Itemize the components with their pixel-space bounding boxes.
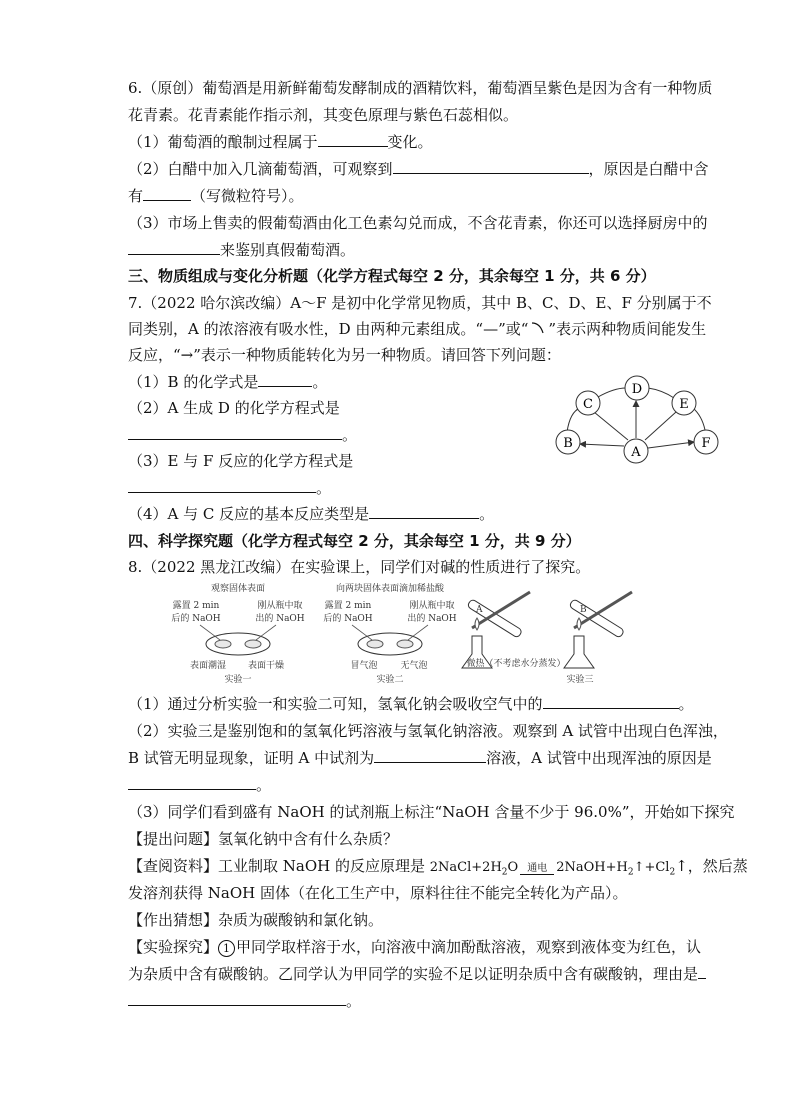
svg-text:实验三: 实验三	[566, 675, 594, 685]
guess-tag: 【作出猜想】	[128, 911, 219, 929]
q7-line3: 反应，“→”表示一种物质能转化为另一种物质。请回答下列问题：	[128, 346, 561, 364]
answer-blank[interactable]	[698, 964, 706, 979]
svg-text:后的 NaOH: 后的 NaOH	[171, 614, 221, 624]
svg-text:观察固体表面: 观察固体表面	[210, 584, 266, 594]
explore-text: 甲同学取样溶于水，向溶液中滴加酚酞溶液，观察到液体变为红色，认	[236, 938, 702, 956]
q8-part2-text: B 试管无明显现象，证明 A 中试剂为	[128, 749, 375, 767]
answer-blank[interactable]	[374, 748, 486, 763]
svg-text:B: B	[580, 605, 587, 615]
q8-guess	[128, 910, 383, 930]
svg-text:B: B	[563, 436, 573, 451]
svg-text:F: F	[701, 436, 711, 451]
svg-text:C: C	[583, 397, 593, 412]
svg-text:E: E	[679, 397, 689, 412]
guess-text: 杂质为碳酸钠和氯化钠。	[218, 911, 384, 929]
q8-ask	[128, 829, 398, 849]
link-d-e	[648, 388, 674, 398]
answer-blank[interactable]	[128, 240, 220, 255]
naoh-solid	[215, 640, 231, 648]
q7-part4-tail: 。	[479, 505, 495, 523]
q8-line1: 8.（2022 黑龙江改编）在实验课上，同学们对碱的性质进行了探究。	[128, 558, 591, 576]
q6-part2	[128, 159, 709, 179]
q7-part2-end: 。	[342, 426, 358, 444]
svg-text:实验二: 实验二	[376, 675, 404, 685]
answer-blank[interactable]	[258, 372, 312, 387]
answer-blank[interactable]	[128, 478, 316, 493]
q6-part3: （3）市场上售卖的假葡萄酒由化工色素勾兑而成，不含花青素，你还可以选择厨房中的	[128, 214, 708, 232]
svg-text:露置 2 min: 露置 2 min	[172, 601, 220, 611]
answer-blank[interactable]	[128, 425, 342, 440]
q7-part1-tail: 。	[312, 373, 328, 391]
circled-number-icon: 1	[218, 940, 235, 957]
q6-part2-text: （2）白醋中加入几滴葡萄酒，可观察到	[128, 160, 393, 178]
explore-text2: 为杂质中含有碳酸钠。乙同学认为甲同学的实验不足以证明杂质中含有碳酸钠，理由是	[128, 965, 699, 983]
q7-part3: （3）E 与 F 反应的化学方程式是	[128, 452, 354, 470]
test-tube-a	[467, 592, 530, 638]
answer-blank[interactable]	[318, 132, 388, 147]
q7-line2	[128, 319, 706, 339]
svg-text:实验一: 实验一	[224, 675, 252, 685]
answer-blank[interactable]	[128, 775, 256, 790]
svg-text:A: A	[476, 605, 483, 615]
svg-text:A: A	[631, 445, 641, 460]
explore-end: 。	[346, 992, 362, 1010]
q8-part2-cont	[128, 748, 712, 768]
link-a-b	[580, 444, 624, 446]
q6-part1-tail: 变化。	[387, 133, 433, 151]
link-b-c	[567, 408, 580, 432]
q8-part2: （2）实验三是鉴别饱和的氢氧化钙溶液与氢氧化钠溶液。观察到 A 试管中出现白色浑浊，	[128, 722, 728, 740]
section-4-heading: 四、科学探究题（化学方程式每空 2 分，其余每空 1 分，共 9 分）	[128, 532, 581, 550]
arc-symbol-icon	[528, 320, 548, 336]
q6-part2-cont	[128, 186, 304, 206]
test-tube-b	[569, 592, 632, 638]
q7-part1-text: （1）B 的化学式是	[128, 373, 259, 391]
svg-text:刚从瓶中取: 刚从瓶中取	[409, 601, 455, 611]
q7-part4-text: （4）A 与 C 反应的基本反应类型是	[128, 505, 370, 523]
node-b	[556, 430, 580, 454]
q6-part1-text: （1）葡萄酒的酿制过程属于	[128, 133, 318, 151]
svg-text:表面干燥: 表面干燥	[247, 661, 285, 671]
node-a	[624, 439, 648, 463]
q7-part2-answer	[128, 425, 357, 445]
q6-line1: 6.（原创）葡萄酒是用新鲜葡萄发酵制成的酒精饮料，葡萄酒呈紫色是因为含有一种物质	[128, 79, 713, 97]
naoh-solid	[245, 640, 261, 648]
flame-icon	[577, 618, 581, 630]
answer-blank[interactable]	[369, 504, 479, 519]
q7-part4	[128, 504, 494, 524]
alcohol-lamp-b	[564, 636, 594, 668]
naoh-solid	[397, 640, 413, 648]
answer-blank[interactable]	[393, 159, 589, 174]
q7-line1: 7.（2022 哈尔滨改编）A～F 是初中化学常见物质，其中 B、C、D、E、F 分别属于不	[128, 294, 712, 312]
q8-experiment-figures	[160, 580, 650, 688]
answer-blank[interactable]	[128, 991, 346, 1006]
q8-part1-tail: 。	[678, 695, 694, 713]
flame-icon	[475, 618, 479, 630]
experiment-2	[323, 582, 456, 685]
q8-part2-tail: 溶液，A 试管中出现浑浊的原因是	[486, 749, 712, 767]
answer-blank[interactable]	[543, 694, 679, 709]
q7-part2: （2）A 生成 D 的化学方程式是	[128, 399, 340, 417]
naoh-solid	[367, 640, 383, 648]
ref-tag: 【查阅资料】	[128, 857, 219, 875]
svg-text:后的 NaOH: 后的 NaOH	[323, 614, 373, 624]
q8-part1	[128, 694, 694, 714]
q8-part1-text: （1）通过分析实验一和实验二可知，氢氧化钠会吸收空气中的	[128, 695, 543, 713]
section-3-heading: 三、物质组成与变化分析题（化学方程式每空 2 分，其余每空 1 分，共 6 分）	[128, 267, 656, 285]
experiment-3	[462, 592, 632, 685]
svg-text:出的 NaOH: 出的 NaOH	[407, 614, 457, 624]
svg-text:D: D	[631, 382, 643, 397]
q6-part3-tail: 来鉴别真假葡萄酒。	[220, 241, 356, 259]
answer-blank[interactable]	[143, 186, 191, 201]
link-a-c	[594, 412, 628, 440]
q8-part3: （3）同学们看到盛有 NaOH 的试剂瓶上标注“NaOH 含量不少于 96.0%”，开始如下探究	[128, 803, 735, 821]
link-a-f	[648, 442, 694, 448]
q6-line2: 花青素。花青素能作指示剂，其变色原理与紫色石蕊相似。	[128, 106, 519, 124]
q7-part3-end: 。	[316, 479, 332, 497]
experiment-1	[171, 582, 304, 685]
q7-relation-diagram	[550, 372, 730, 472]
svg-text:刚从瓶中取: 刚从瓶中取	[257, 601, 303, 611]
q7-part1	[128, 372, 327, 392]
svg-text:出的 NaOH: 出的 NaOH	[255, 614, 305, 624]
q6-part1	[128, 132, 433, 152]
svg-text:表面潮湿: 表面潮湿	[189, 661, 227, 671]
q8-explore-cont	[128, 964, 706, 984]
q6-part2-tail2: （写微粒符号）。	[191, 187, 304, 205]
equation: $2NaCl+2H_2O$ 通电 $2NaOH+H_2↑+Cl_2$	[429, 860, 676, 878]
explore-tag: 【实验探究】	[128, 938, 219, 956]
q7-part3-answer	[128, 478, 331, 498]
q8-part2-answer	[128, 775, 271, 795]
ref-text-tail: ↑，然后蒸	[675, 857, 748, 875]
node-d	[625, 376, 649, 400]
ref-text: 工业制取 NaOH 的反应原理是	[218, 857, 430, 875]
q7-line2-tail: ”表示两种物质间能发生	[548, 320, 707, 338]
link-e-f	[693, 408, 705, 430]
node-f	[694, 430, 718, 454]
ask-text: 氢氧化钠中含有什么杂质？	[218, 830, 399, 848]
svg-text:无气泡: 无气泡	[400, 661, 428, 671]
ask-tag: 【提出问题】	[128, 830, 219, 848]
link-c-d	[598, 388, 626, 397]
q7-line2-text: 同类别，A 的浓溶液有吸水性，D 由两种元素组成。“—”或“	[128, 320, 529, 338]
q6-part2-tail: ，原因是白醋中含	[588, 160, 709, 178]
svg-text:冒气泡: 冒气泡	[350, 661, 378, 671]
node-e	[672, 391, 696, 415]
link-a-e	[645, 412, 676, 440]
svg-text:微热（不考虑水分蒸发）: 微热（不考虑水分蒸发）	[466, 659, 566, 669]
q8-explore-answer	[128, 991, 361, 1011]
svg-text:露置 2 min: 露置 2 min	[324, 601, 372, 611]
q8-reference	[128, 856, 748, 883]
q8-part2-end: 。	[256, 776, 272, 794]
q8-reference-cont: 发溶剂获得 NaOH 固体（在化工生产中，原料往往不能完全转化为产品）。	[128, 884, 628, 902]
svg-text:向两块固体表面滴加稀盐酸: 向两块固体表面滴加稀盐酸	[335, 584, 445, 594]
reaction-condition: 通电	[520, 863, 554, 875]
q6-part2-text2: 有	[128, 187, 144, 205]
q8-explore	[128, 937, 701, 957]
q6-part3-cont	[128, 240, 355, 260]
node-c	[576, 391, 600, 415]
